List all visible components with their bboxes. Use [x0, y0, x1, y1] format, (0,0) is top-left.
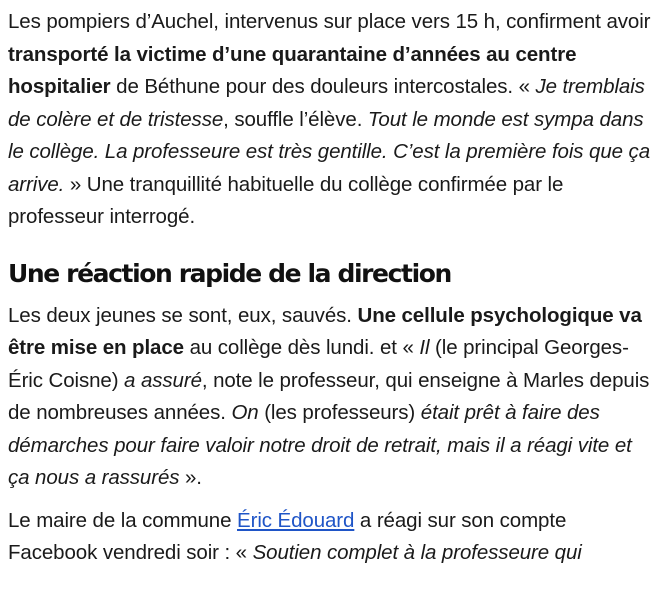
text-run: (les professeurs): [258, 401, 421, 424]
bold-text: transporté la victime d’une quarantaine d’années au centre hospitalier: [8, 42, 577, 98]
italic-quote: Soutien complet à la professeure qui: [252, 541, 582, 564]
text-run: a réagi sur son compte Facebook vendredi soir : «: [8, 508, 567, 564]
mayor-name-link[interactable]: Éric Édouard: [237, 508, 355, 532]
text-run: Le maire de la commune: [8, 508, 238, 532]
section-heading: Une réaction rapide de la direction: [8, 258, 451, 288]
text-run: , note le professeur, qui enseigne à Marles depuis de nombreuses années.: [8, 368, 650, 424]
italic-quote: a assuré: [124, 368, 202, 392]
bold-text: Une cellule psychologique va être mise en place: [8, 303, 642, 359]
italic-quote: Tout le monde est sympa dans le collège. La professeure est très gentille. C’est la première fois que ça arrive.: [8, 107, 651, 196]
paragraph-firefighters: [8, 6, 658, 234]
paragraph-direction: [8, 300, 658, 495]
italic-quote: Je tremblais de colère et de tristesse: [8, 75, 645, 131]
text-run: , souffle l’élève.: [223, 107, 368, 131]
italic-quote: était prêt à faire des démarches pour faire valoir notre droit de retrait, mais il a réagi vite et ça nous a rassurés: [8, 401, 632, 489]
paragraph-mayor: [8, 505, 658, 570]
text-run: Les pompiers d’Auchel, intervenus sur place vers 15 h, confirment avoir: [8, 10, 651, 33]
text-run: au collège dès lundi. et «: [183, 336, 420, 359]
text-run: ».: [179, 466, 202, 489]
text-run: (le principal Georges-Éric Coisne): [8, 336, 629, 392]
text-run: de Béthune pour des douleurs intercostales. «: [110, 75, 536, 98]
article-body: [8, 6, 658, 570]
text-run: » Une tranquillité habituelle du collège confirmée par le professeur interrogé.: [8, 172, 564, 228]
italic-quote: Il: [419, 336, 430, 359]
text-run: Les deux jeunes se sont, eux, sauvés.: [8, 303, 358, 327]
italic-quote: On: [231, 401, 259, 424]
